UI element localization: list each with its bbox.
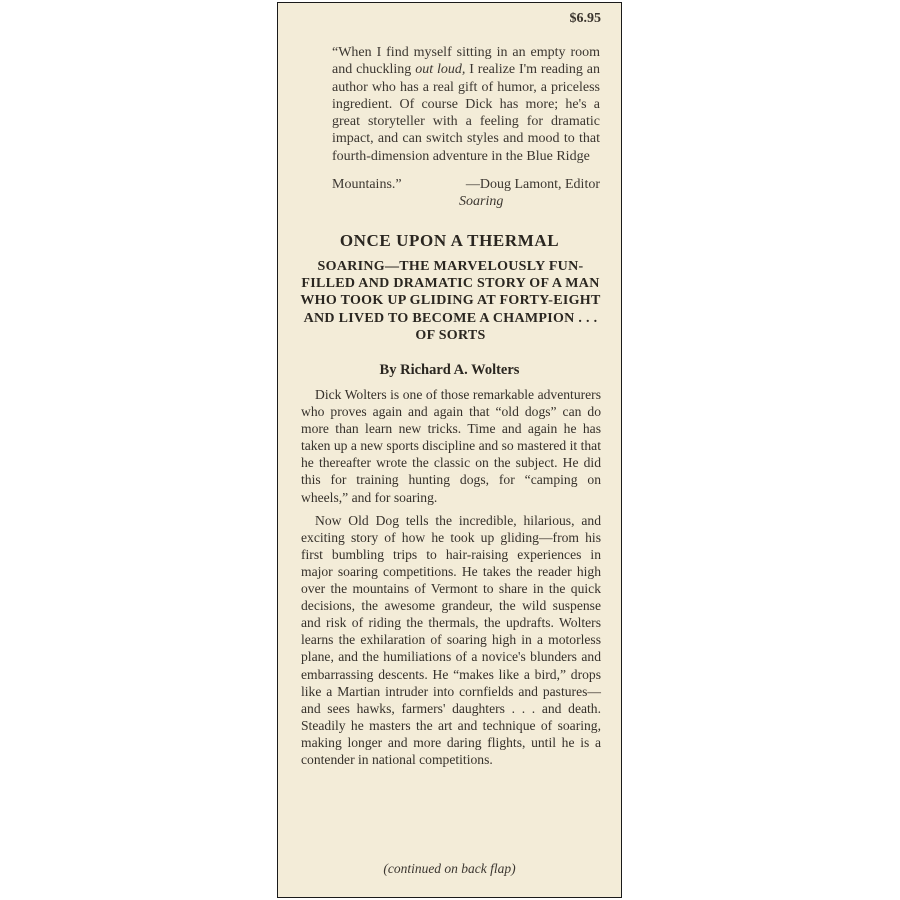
endorsement-quote bbox=[332, 44, 600, 165]
book-subtitle: SOARING—THE MARVELOUSLY FUN-FILLED AND DRAMATIC STORY OF A MAN WHO TOOK UP GLIDING AT FORTY-EIGHT AND LIVED TO BECOME A CHAMPION . . . OF SORTS bbox=[300, 259, 601, 343]
book-jacket-flap bbox=[277, 2, 622, 898]
book-author: By Richard A. Wolters bbox=[379, 362, 520, 378]
quote-attribution-name: —Doug Lamont, Editor bbox=[465, 177, 600, 192]
continued-note: (continued on back flap) bbox=[383, 861, 516, 876]
quote-emphasis: out loud, bbox=[415, 62, 466, 78]
quote-last-line: Mountains.” bbox=[332, 177, 402, 192]
quote-publication: Soaring bbox=[459, 194, 504, 210]
price-label: $6.95 bbox=[569, 11, 601, 26]
quote-text-start: “When I find myself sitting in an empty room and chuckling bbox=[332, 45, 600, 78]
quote-text-end: I realize I'm reading an author who has a real gift of humor, a priceless ingredient. Of course Dick has more; he's a great storyteller with a feeling for dramatic impact, and can switch styles and mood to that fourth-dimension adventure in the Blue Ridge bbox=[332, 62, 600, 164]
description-paragraph: Now Old Dog tells the incredible, hilarious, and exciting story of how he took up gliding—from his first bumbling trips to hair-raising experiences in major soaring competitions. He takes the reader high over the mountains of Vermont to share in the quick decisions, the awesome grandeur, the wild suspense and risk of riding the thermals, the updrafts. Wolters learns the exhilaration of soaring high in a motorless plane, and the humiliations of a novice's blunders and embarrassing descents. He “makes like a bird,” drops like a Martian intruder into cornfields and pastures—and sees hawks, farmers' daughters . . . and death. Steadily he masters the art and technique of soaring, making longer and more daring flights, until he is a contender in national competitions. bbox=[301, 512, 601, 767]
description-paragraph: Dick Wolters is one of those remarkable adventurers who proves again and again that “old dogs” can do more than learn new tricks. Time and again he has taken up a new sports discipline and so mastered it that he thereafter wrote the classic on the subject. He did this for training hunting dogs, for “camping on wheels,” and for soaring. bbox=[301, 387, 601, 505]
description-body bbox=[301, 386, 601, 774]
quote-attribution bbox=[332, 176, 600, 211]
book-title: ONCE UPON A THERMAL bbox=[339, 231, 560, 250]
